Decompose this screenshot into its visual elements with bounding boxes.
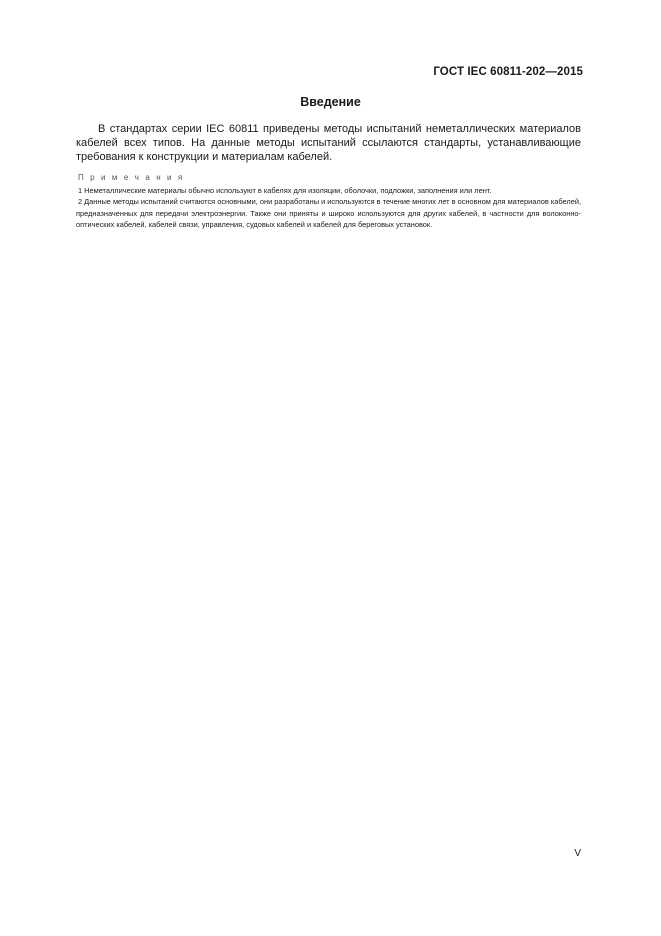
document-header-code: ГОСТ IEC 60811-202—2015 xyxy=(433,66,583,78)
notes-block xyxy=(76,172,581,231)
intro-paragraph: В стандартах серии IEC 60811 приведены методы испытаний неметаллических материалов кабелей всех типов. На данные методы испытаний ссылаются стандарты, устанавливающие требования к конструкции и материалам кабелей. xyxy=(76,123,581,163)
note-1-text: 1 Неметаллические материалы обычно используют в кабелях для изоляции, оболочки, подложки, заполнения или лент. xyxy=(78,185,492,195)
note-item-2 xyxy=(76,196,581,231)
section-title: Введение xyxy=(300,95,361,109)
note-item-1 xyxy=(76,185,581,197)
document-body xyxy=(76,122,581,231)
note-2-text: 2 Данные методы испытаний считаются основными, они разработаны и используются в течение многих лет в основном для материалов кабелей, предназначенных для передачи электроэнергии. Также они приняты и широко используются для других кабелей, в частности для волоконно-оптических кабелей, кабелей связи, управления, судовых кабелей и кабелей для береговых установок. xyxy=(76,197,581,229)
notes-label: П р и м е ч а н и я xyxy=(78,173,185,182)
page-number: V xyxy=(574,848,581,859)
